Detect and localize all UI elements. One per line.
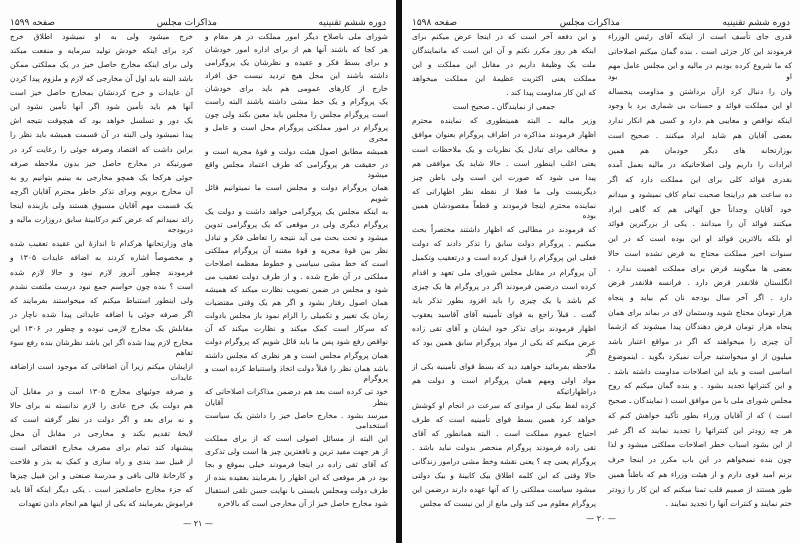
text-line: از هر جهت مفید ترین و نافعترین چیز ها است ولی تذکری — [205, 447, 388, 457]
text-line: وزیر مالیه ـ البته همینطوری که نماینده محترم — [412, 116, 596, 126]
column-right — [608, 32, 792, 510]
text-line: آن چیزی را میخواهند که اگر در مواقع اعتبار باشد — [608, 337, 792, 347]
text-line: خرج میشود ولی به او نمیشود اطلاق خرج — [10, 32, 193, 41]
text-line: همیشه مطابق اصول هیئت دولت و قوهٔ مجریه است و — [205, 146, 388, 156]
text-line: که آقای تقی زاده در اینجا فرمودند خیلی بموقع و بجا — [205, 460, 388, 470]
column-left — [10, 32, 193, 510]
text-line: بعضی آقایان هم شاید ایراد میکنند . صحیح است — [608, 130, 792, 140]
text-line: مخارج لازم پیدا شده اگر این باشد نظرشان بنده رفع سوء تفاهم — [10, 337, 193, 358]
text-line: مواد اولی ومهم همان پروگرام است و دولت هم دراظهاراتیکه — [412, 376, 596, 396]
header-title: مذاکرات مجلس — [559, 18, 620, 28]
text-line: شود مخارج حاصل خیز از آن مخارجی است که بالاخره — [217, 499, 388, 509]
text-line: قدری جای تأسف است از اینکه آقای رئیس الوزراء — [608, 32, 792, 41]
text-line: جمعی از نمایندگان ـ صحیح است — [452, 102, 556, 112]
text-line: ولی برای اینکه مخارج حاصل خیز در یک مملکتی ممکن — [10, 60, 193, 70]
column-left — [412, 32, 596, 510]
volume-label: دوره ششم تقنینیه — [722, 18, 790, 28]
text-line: که جزء مخارج حاصلخیز است . یکی دیگر اینکه آقا باید — [10, 485, 193, 495]
text-columns — [10, 32, 388, 510]
text-line: سنوات اخیر مملکت محتاج به قرض نشده است حالا — [608, 248, 792, 258]
header-title: مذاکرات مجلس — [156, 18, 217, 28]
text-line: زمان یک تغییر و تکمیلی را الزام نمود باز مجلس بادولت — [205, 311, 388, 321]
text-line: پروگرام دیگری ولی در موقعی که یک پروگرامی تدوین — [205, 220, 388, 230]
text-line: طرف دولت ومجلس بایستی با نهایت حسن تلقی استقبال — [205, 486, 388, 496]
text-line: مملکت یعنی اکثریت عظیمهٔ این مملکت میخواهد — [412, 74, 596, 84]
text-line: اینکه نواقص و معایبی هم دارد و کسی هم انکار ندارد — [608, 116, 792, 126]
text-line: ختم نمایند و کنترات آنها را تجدید نمایند . — [665, 499, 792, 509]
text-line: خود آقایان وجداناً حق آنهائی هم که گاهی ایراد — [608, 204, 792, 214]
text-line: براین داشت که اقتصاد وصرفه جوئی را رعایت کرد در — [10, 144, 193, 154]
text-line: میشود و تحت بحث می آید نتیجه را تعاطی فکر و تبادل — [205, 233, 388, 243]
volume-label: دوره ششم تقنینیه — [318, 18, 386, 28]
text-line: هر چه زودتر این کنتراتها را تجدید نمایند که اگر غیر — [608, 425, 792, 435]
text-line: لایحهٔ تقدیم بکند و مخارجی در مقابل آن محل — [10, 429, 193, 439]
text-line: او بلکه بالاترین فوائد او این بوده است که در این — [608, 234, 792, 244]
text-line: آن پروگرام در مقابل مجلس شورای ملی تعهد و اقدام — [412, 267, 596, 277]
text-line: و نه برای بعد و اگر دولت در نظر گرفته است که — [10, 415, 193, 425]
page-number: صفحه ۱۵۹۸ — [412, 18, 458, 28]
text-line: که این کار مداومت پیدا کند . — [506, 88, 596, 98]
text-line: بعضی ها میگویند قرض برای مملکت اهمیت ندارد . — [608, 263, 792, 273]
text-line: است ) که از آقایان وزراء بطور تأکید خواهش کنم که — [608, 410, 792, 420]
text-line: کرده است درضمن فرمودند اگر در پروگرام ها یک چیزی — [412, 281, 596, 291]
text-line: که ما شروع کرده بودیم در مالیه و این مجلس عامل مهم او بود — [608, 61, 792, 81]
text-line: میلیون از او میخواستید جرأت نمیکرد بگوید . اینموضوع — [608, 351, 792, 361]
text-columns — [412, 32, 792, 510]
text-line: که سرکار است کمک میکند و نظارت میکند که آن — [205, 324, 388, 334]
text-line: میشود سیاست مملکتی را که آنها عهده دارند درضمن این — [412, 485, 596, 495]
text-line: اظهار فرمودند مذاکره در اطراف پروگرام بعنوان موافق — [412, 130, 596, 140]
text-line: و این کنتراتها تجدید بشود . و بنده گمان میکنم که روح — [608, 381, 792, 391]
page-header — [412, 14, 790, 30]
text-line: همان پروگرام مجلس است و هر نظری که مجلس داشته — [205, 350, 388, 360]
text-line: شورای ملی باصلاح دیگر امور مملکت در هر مقام و — [205, 32, 388, 41]
text-line: یک قسمت مهم آقایان مسبوق هستند ولی بازبنده اینجا — [10, 200, 193, 210]
text-line: آن عایدات و خرج کردنشان بمخارج حاصل خیز است — [10, 88, 193, 98]
text-line: بقدری فوائد کلی برای این مملکت دارد که اگر — [608, 175, 792, 185]
text-line: مجلس شورای ملی با من موافق است ( نمایندگان ـ صحیح — [608, 396, 792, 406]
text-line: جوئی هرکجا یک همچو مخارجی به بینیم بتوانیم رو به — [10, 172, 193, 182]
text-line: داشته باشند این محل هیچ تردید نیست حق افراد — [205, 71, 388, 81]
text-line: طور هستند از صمیم قلب تمنا میکنم که این کار را زودتر — [608, 484, 792, 494]
text-line: از این بشود اسباب خطر اصلاحات مملکتی میشود و لذا — [608, 440, 792, 450]
text-line: آن مخارج برویم وبرای تذکر خاطر محترم آقایان اگرچه — [10, 186, 193, 196]
text-line: یعنی اغلب اینطور است . حالا شاید یک موافقی هم — [412, 158, 596, 168]
column-right — [205, 32, 388, 510]
text-line: و این دفعه آخر است که در اینجا عرض میکنم برای — [412, 32, 596, 41]
text-line: است که خط مشی سیاسی و خطوط معظمه اصلاحات — [205, 259, 388, 269]
text-line: یک دور و تسلسل خواهد بود که هیچوقت نتیجه اش — [10, 116, 193, 126]
text-line: پروگرام یعنی چه ؟ یعنی نقشه وخط مشی درامور زندگانی — [412, 457, 596, 467]
text-line: در حقیقت هر پروگرامی که طرف اعتماد مجلس واقع میشود — [205, 159, 388, 180]
text-line: چون بنده نمیخواهم در این باب مکرر در اینجا حرف — [608, 455, 792, 465]
text-line: است ؟ بنده چون حواسم جمع نبود درست ملتفت نشدم — [10, 281, 193, 291]
text-line: میرسد بشود . مخارج حاصل خیز را داشتن یک سیاست استخدامی — [205, 410, 388, 431]
text-line: دارد . اگر آخر سال بودجه نان کم بیاید و پنجاه — [608, 292, 792, 302]
text-line: فعلی این پروگرام را قبول کرده است و درتعقیب وتکمیل — [412, 253, 596, 263]
text-line: پیدا می شود که صورت این است ولی باطن چیز — [412, 172, 596, 182]
text-line: ازایشان میکنم زیرا آن اضافاتی که موجود است ازاضافه عایدات — [10, 362, 193, 382]
text-line: عرض میکنم که یکی از مواد پروگرام سابق همین بود که اگر — [412, 337, 596, 358]
page-number: صفحه ۱۵۹۹ — [10, 18, 56, 28]
text-line: نماینده محترم اینجا فرمودند و قطعاً مقصودشان همین بوده — [412, 200, 596, 221]
text-line: بود در هر موقعی که این اظهار را بفرمایند بعقیده بنده از — [205, 473, 388, 483]
text-line: هم دولت یک خرج عادی را لازم ندانسته نه برای حالا — [10, 401, 193, 410]
text-line: کرد برای اینکه خودش تولید سرمایه و منفعت میکند — [10, 46, 193, 56]
text-line: اگر صرفه جوئی یا اضافه عایداتی پیدا شده ناچار در — [10, 309, 193, 319]
text-line: وان را دنبال کرد ازآن برداشتن و مداومت پنجساله — [608, 86, 792, 96]
text-line: ملاحظه بفرمائید خواهید دید که بسط قوای تأمینیه یکی از — [412, 362, 596, 372]
text-line: حالا وقتی که این کلمه اطلاق بیک کابینهٔ و بیک دولتی — [412, 471, 596, 481]
text-line: که فرمودند در مطالبی که اظهار داشتند مختصراً بحث — [412, 225, 596, 235]
text-line: اظهار فرمودند برای تذکر خود ایشان و آقای تقی زاده — [412, 323, 596, 333]
text-line: خواهد کرد همین بسط قوای تأمینیه است که طرف — [412, 415, 596, 425]
text-line: خود تی کرده است بعد هم درضمن مذاکرات اصلاحاتی که بنظر آقایان — [205, 387, 388, 407]
page-footer-number: — ۲۱ — — [183, 519, 213, 528]
text-line: و مخالف برای تبادل یک نظریات و یک ملاحظات است — [412, 144, 596, 154]
text-line: های وزارتخانها هرکدام تا اندازهٔ این عقیده تعقیب شده — [10, 239, 193, 249]
text-line: باشد البته باید اول آن مخارجی که لازم و ملزوم پیدا کردن — [10, 74, 193, 84]
text-line: صورتیکه در مخارج حاصل خیز بدون ملاحظه صرفه — [10, 158, 193, 168]
text-line: و مخصوصاً اشاره کردند به اضافه عایدات ۱۳۰۵ و — [10, 253, 193, 263]
text-line: یک پروگرام و یک خط مشی داشته باشند البته راست — [205, 97, 388, 107]
text-line: احتیاج عموم مملکت است . البته همانطور که آقای — [412, 429, 596, 439]
text-line: هر کجا که باشند آنها هم از برای اداره امور خودشان — [205, 45, 388, 55]
text-line: به اینکه مجلس یک پروگرامی خواهد داشت و دولت یک — [205, 207, 388, 217]
text-line: اساسی است و باید این اصلاحات مداومت داشته باشد . — [608, 366, 792, 376]
text-line: کرده لفظ بیکی از موادی که سرعت در انجام او کوشش — [412, 401, 596, 410]
text-line: گفت . قبلاً راجع به قوای تأمینیه آقای آقاسید یعقوب — [412, 309, 596, 319]
text-line: پروگرام معلوم می کند ولی مانع از این نیست که مجلس — [420, 499, 596, 509]
text-line: فراموش بفرمایند که یکی از اینها هم انجام دادن تعهدات — [18, 499, 193, 509]
text-line: بزنم امید قوی دارم و از هیئت وزراء هم که باطناً همین — [608, 469, 792, 479]
text-line: همان پروگرام دولت و مجلس است ما نمیتوانیم قائل شویم — [205, 183, 388, 203]
text-line: ملت یک وظیفهٔ داریم در مقابل این مملکت و این — [412, 60, 596, 70]
text-line: هزار تومان محتاج شوید ودستمان لای در بماند برای همان — [608, 307, 792, 317]
text-line: انگلستان فلانقدر قرض دارد . فرانسه فلانقدر قرض — [608, 278, 792, 288]
text-line: آنها هم باید تأمین شود اگر آنها تأمین نشود این — [10, 102, 193, 112]
text-line: زائد نمیدانم که عرض کنم درکابینهٔ سابق دروزارت مالیه و دربودجه — [10, 214, 193, 235]
text-line: این البته از مسائل اصولی است که از برای مملکت — [205, 434, 388, 444]
text-line: مملکتی در آن طرح شده . و از طرف دولت تعقیب می — [205, 272, 388, 282]
text-line: ده ساعت هم دراینجا صحبت تمام کاف نمیشود و میدانم — [608, 189, 792, 199]
text-line: پیدا نمیشود ولی البته در آن قسمت همیشه باید نظر را — [10, 130, 193, 140]
text-line: او این مملکت فوائد و حسنات بی شماری برد با وجود — [608, 101, 792, 111]
text-line: دیگریست ولی ما فعلا از نقطه نظر اظهاراتی که — [412, 186, 596, 196]
text-line: از قبیل سد بندی و راه سازی و کمک به بذر و فلاحت — [10, 457, 193, 467]
text-line: پروگرام در امور مملکتی پروگرام محل است و عامل و مجری — [205, 123, 388, 143]
text-line: مقابلش یک مخارج لازمی نبوده و چطور در ۱۳۰۶ این — [10, 323, 194, 333]
text-line: میکنیم . پروگرام دولت سابق را تذکر دادند که دولت — [412, 239, 596, 249]
text-line: اینکه هر روز مکرر نکنم و آن این است که مانمایندگان — [412, 46, 596, 56]
text-line: باشد همان نظر را قبلاً دولت اتخاذ واستنباط کرده است و پروگرام — [205, 363, 388, 384]
text-line: و صرفه جوئیهای مخارج ۱۳۰۵ است و در مقابل آن — [10, 386, 193, 396]
page-header — [10, 14, 386, 30]
page-footer-number: — ۲۰ — — [586, 514, 616, 523]
text-line: ایرادات را داریم ولی اصلاحاتیکه در مالیه بعمل آمده — [608, 160, 792, 170]
text-line: فرمودند چطور آنروز لازم نبود و حالا لازم شده — [10, 267, 193, 277]
text-line: نظر بین قوهٔ مجریه و قوهٔ مقننه آن پروگرام مملکتی — [205, 246, 388, 256]
page-right — [402, 0, 800, 543]
text-line: فرمودند این کار جزئی است . بنده گمان میکنم اصلاحاتی — [608, 46, 792, 56]
text-line: است پروگرام مجلس را مجلس باید معین بکند ولی چون — [205, 110, 388, 120]
text-line: میکنند فوائد آن را میدانند . یکی از بزرگترین فوائد — [608, 219, 792, 229]
text-line: پنجاه هزار تومان قرض دهندگان پیدا میشوند که ازشما — [608, 322, 792, 332]
page-left — [0, 0, 396, 543]
text-line: و برای بسط فکر و عقیده و نظرشان یک پروگرامی — [205, 58, 388, 68]
text-line: تقی زاده فرمودند پروگرام منحصر بدولت نباید باشد . — [412, 443, 596, 453]
text-line: شود و مجلس در ضمن تصویب نظارت میکند که همیشه — [205, 285, 388, 295]
text-line: پیشنهاد کند تمام برای مصرف مخارج اقتضائی است — [10, 443, 193, 453]
text-line: و کارخانهٔ قالی بافی و مدرسهٔ صنعتی و این قبیل چیزها — [10, 471, 193, 481]
text-line: خارج از کارهای عمومی هم باید برای خودشان — [205, 84, 388, 94]
text-line: کم باشد یا یک چیزی را باید افزود بطور تذکر باید — [412, 295, 596, 305]
text-line: بوزارتخانه های دیگر خودمان هم همین — [608, 145, 792, 155]
text-line: همان اصول رفتار بشود و اگر هم یک وقتی مقتضیات — [205, 298, 388, 308]
text-line: ولی اینطور استنباط میکنم که میخواستند بفرمایند که — [10, 295, 193, 305]
text-line: نواقص رفع شود پس ما باید قائل شویم که پروگرام دولت — [205, 337, 388, 347]
